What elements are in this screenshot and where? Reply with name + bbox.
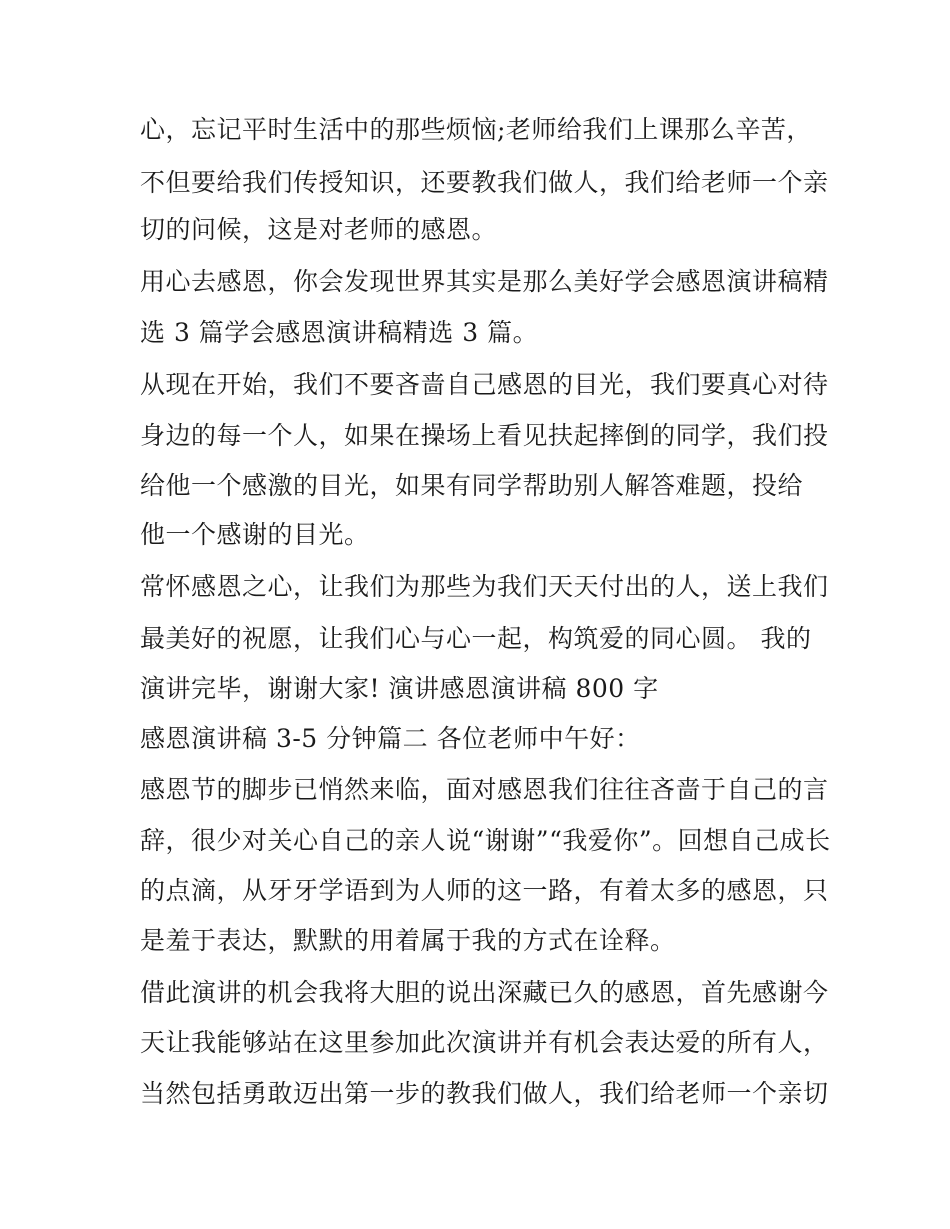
text-line: 感恩演讲稿 3-5 分钟篇二 各位老师中午好： [140, 724, 641, 753]
text-line: 演讲完毕，谢谢大家! 演讲感恩演讲稿 800 字 [140, 674, 659, 703]
text-line: 心，忘记平时生活中的那些烦恼;老师给我们上课那么辛苦， [140, 115, 812, 144]
text-line: 选 3 篇学会感恩演讲稿精选 3 篇。 [140, 318, 539, 347]
text-line: 从现在开始，我们不要吝啬自己感恩的目光，我们要真心对待 [140, 370, 829, 399]
text-line: 给他一个感激的目光，如果有同学帮助别人解答难题，投给 [140, 471, 804, 500]
text-line: 不但要给我们传授知识，还要教我们做人，我们给老师一个亲 [140, 168, 829, 197]
text-line: 天让我能够站在这里参加此次演讲并有机会表达爱的所有人， [140, 1028, 829, 1057]
text-line: 当然包括勇敢迈出第一步的教我们做人，我们给老师一个亲切 [140, 1079, 829, 1108]
text-line: 切的问候，这是对老师的感恩。 [140, 215, 498, 244]
text-line: 感恩节的脚步已悄然来临，面对感恩我们往往吝啬于自己的言 [140, 775, 829, 804]
text-line: 辞，很少对关心自己的亲人说“谢谢”“我爱你”。回想自己成长 [140, 826, 831, 855]
text-line: 他一个感谢的目光。 [140, 520, 370, 549]
text-line: 最美好的祝愿，让我们心与心一起，构筑爱的同心圆。 我的 [140, 624, 812, 653]
text-line: 身边的每一个人，如果在操场上看见扶起摔倒的同学，我们投 [140, 421, 829, 450]
text-line: 的点滴，从牙牙学语到为人师的这一路，有着太多的感恩，只 [140, 876, 829, 905]
text-line: 借此演讲的机会我将大胆的说出深藏已久的感恩，首先感谢今 [140, 978, 829, 1007]
text-line: 是羞于表达，默默的用着属于我的方式在诠释。 [140, 926, 676, 955]
text-line: 常怀感恩之心，让我们为那些为我们天天付出的人，送上我们 [140, 572, 829, 601]
text-line: 用心去感恩，你会发现世界其实是那么美好学会感恩演讲稿精 [140, 267, 829, 296]
